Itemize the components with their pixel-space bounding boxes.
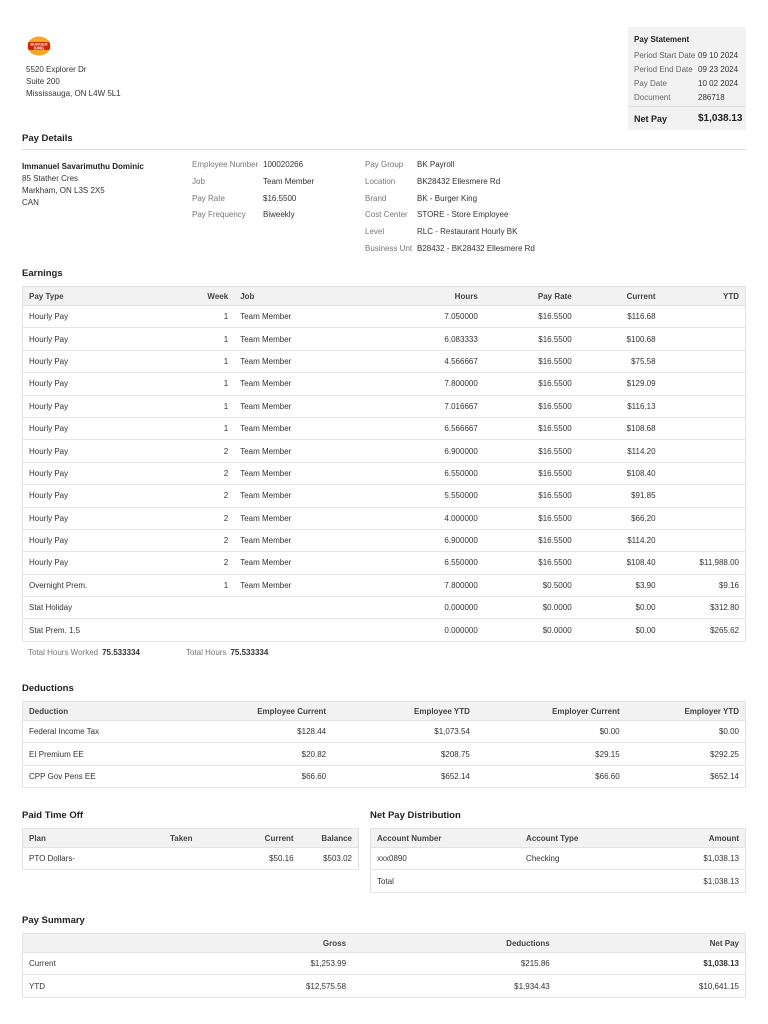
divider [628,106,746,107]
table-row [23,975,746,997]
table-cell: $129.09 [578,373,662,395]
table-cell: 6.550000 [394,462,484,484]
table-cell: $16.5500 [484,350,578,372]
column-header: Deductions [352,934,556,953]
document-value: 286718 [698,93,725,102]
table-row [23,395,746,417]
column-header: YTD [662,287,746,306]
table-cell: $91.85 [578,485,662,507]
table-cell: $0.00 [578,597,662,619]
table-cell: 1 [172,373,234,395]
table-cell: Hourly Pay [23,328,173,350]
table-cell [234,597,394,619]
pay-group-label: Pay Group [365,160,404,169]
net-pay-distribution-body [371,848,746,893]
table-row [23,328,746,350]
table-cell: $16.5500 [484,328,578,350]
table-cell: $66.60 [476,765,626,787]
table-cell: $114.20 [578,529,662,551]
column-header: Current [578,287,662,306]
pay-summary-heading: Pay Summary [22,915,85,926]
table-cell: $652.14 [626,765,746,787]
table-cell: 7.016667 [394,395,484,417]
table-row [23,440,746,462]
table-cell [662,395,746,417]
table-cell: 1 [172,395,234,417]
column-header: Hours [394,287,484,306]
column-header: Current [224,829,300,848]
table-cell: Team Member [234,552,394,574]
table-cell: 6.566667 [394,417,484,439]
table-cell: 5.550000 [394,485,484,507]
table-cell: 1 [172,574,234,596]
table-row [23,848,359,870]
period-end-value: 09 23 2024 [698,65,739,74]
table-cell: 1 [172,328,234,350]
column-header: Balance [300,829,359,848]
table-cell: Hourly Pay [23,529,173,551]
table-row [23,953,746,975]
table-cell: $11,988.00 [662,552,746,574]
table-cell [662,306,746,328]
table-cell: $50.16 [224,848,300,870]
table-row [23,306,746,328]
table-cell [662,485,746,507]
table-cell: $16.5500 [484,462,578,484]
period-start-value: 09 10 2024 [698,51,739,60]
table-cell: $208.75 [332,743,476,765]
table-cell: 2 [172,552,234,574]
column-header [23,934,173,953]
table-cell: $1,038.13 [556,953,746,975]
pay-statement-box [628,27,746,130]
pay-rate-label: Pay Rate [192,193,225,203]
table-cell: $503.02 [300,848,359,870]
total-hours-value: 75.533334 [230,648,269,657]
earnings-table [22,286,746,642]
table-cell: Checking [520,848,640,870]
column-header: Week [172,287,234,306]
table-cell: Total [371,870,521,892]
table-cell [662,417,746,439]
table-cell: 1 [172,417,234,439]
table-cell [662,328,746,350]
table-cell: $29.15 [476,743,626,765]
pto-body [23,848,359,870]
table-row [23,743,746,765]
table-row [23,721,746,743]
table-cell [164,848,224,870]
table-cell: Hourly Pay [23,395,173,417]
table-cell: $0.0000 [484,597,578,619]
table-cell: $108.40 [578,462,662,484]
employee-info [22,161,144,209]
column-header: Account Number [371,829,521,848]
table-cell: $116.13 [578,395,662,417]
company-address-line: 5520 Explorer Dr [26,65,87,74]
pay-details-values-1 [263,157,314,224]
table-cell: Team Member [234,328,394,350]
cost-center-label: Cost Center [365,210,408,220]
deductions-table [22,701,746,788]
table-cell: $66.20 [578,507,662,529]
column-header: Pay Rate [484,287,578,306]
table-cell: $16.5500 [484,417,578,439]
table-cell: $265.62 [662,619,746,641]
table-cell: $16.5500 [484,529,578,551]
table-cell: 2 [172,440,234,462]
pay-rate-value: $16.5500 [263,193,297,203]
pto-heading: Paid Time Off [22,810,84,821]
location-value: BK28432 Ellesmere Rd [417,176,501,186]
table-cell: Stat Holiday [23,597,173,619]
total-hours-label: Total Hours [186,648,227,657]
business-unit-label: Business Unt [365,243,413,253]
table-cell [234,619,394,641]
net-pay-value: $1,038.13 [698,113,743,124]
table-cell: Team Member [234,574,394,596]
table-cell: 2 [172,462,234,484]
company-address-line: Suite 200 [26,77,60,86]
pay-date-value: 10 02 2024 [698,79,739,88]
table-cell: 0.000000 [394,597,484,619]
table-cell [662,373,746,395]
table-cell: $0.5000 [484,574,578,596]
net-pay-label: Net Pay [634,114,668,124]
pay-details-values-2 [417,157,535,258]
table-cell [662,529,746,551]
table-cell: 7.050000 [394,306,484,328]
table-cell: Hourly Pay [23,552,173,574]
company-address [26,64,121,100]
table-cell: Team Member [234,417,394,439]
table-row [23,373,746,395]
table-cell: $16.5500 [484,552,578,574]
table-row [23,552,746,574]
pay-details-heading: Pay Details [22,133,73,144]
employee-number-label: Employee Number [192,160,259,169]
table-cell: Hourly Pay [23,485,173,507]
table-cell: $108.68 [578,417,662,439]
table-cell: $128.44 [172,721,332,743]
total-hours-worked-label: Total Hours Worked [28,648,99,657]
table-cell: Overnight Prem. [23,574,173,596]
table-cell: 1 [172,350,234,372]
employee-name: Immanuel Savarimuthu Dominic [22,162,144,171]
table-cell: $10,641.15 [556,975,746,997]
table-cell: $3.90 [578,574,662,596]
employee-number-value: 100020266 [263,160,304,169]
table-cell: Team Member [234,395,394,417]
table-cell: $16.5500 [484,485,578,507]
table-row [23,462,746,484]
table-cell: $652.14 [332,765,476,787]
column-header: Gross [172,934,352,953]
table-cell: $16.5500 [484,440,578,462]
table-cell: 6.083333 [394,328,484,350]
period-end-label: Period End Date [634,65,693,74]
table-cell: 4.566667 [394,350,484,372]
table-cell: Hourly Pay [23,440,173,462]
location-label: Location [365,176,396,186]
pay-group-value: BK Payroll [417,160,455,169]
table-cell [520,870,640,892]
table-row [23,485,746,507]
table-cell: $9.16 [662,574,746,596]
table-cell: Federal Income Tax [23,721,173,743]
job-value: Team Member [263,176,315,186]
pay-details-labels-2 [365,157,412,258]
brand-value: BK - Burger King [417,193,478,203]
table-cell: $66.60 [172,765,332,787]
table-cell: 6.550000 [394,552,484,574]
table-cell: Current [23,953,173,975]
table-cell: $0.00 [476,721,626,743]
table-cell: Stat Prem. 1.5 [23,619,173,641]
table-row [23,765,746,787]
table-cell: Team Member [234,507,394,529]
table-cell: 2 [172,485,234,507]
table-cell: 0.000000 [394,619,484,641]
table-row [23,619,746,641]
level-value: RLC - Restaurant Hourly BK [417,227,518,237]
pay-frequency-value: Biweekly [263,210,295,220]
table-cell: YTD [23,975,173,997]
document-label: Document [634,93,671,102]
table-cell: Hourly Pay [23,417,173,439]
table-cell: $116.68 [578,306,662,328]
earnings-totals [28,648,269,657]
column-header: Net Pay [556,934,746,953]
earnings-heading: Earnings [22,268,63,279]
table-cell: 7.800000 [394,574,484,596]
brand-label: Brand [365,193,387,203]
table-cell: $75.58 [578,350,662,372]
pay-summary-body [23,953,746,998]
pay-frequency-label: Pay Frequency [192,210,246,220]
column-header: Employee Current [172,702,332,721]
table-cell: 6.900000 [394,440,484,462]
table-row [23,507,746,529]
table-cell: $20.82 [172,743,332,765]
column-header: Employer YTD [626,702,746,721]
net-pay-distribution-header-row [371,829,746,848]
burger-king-logo [27,36,51,56]
total-hours-worked-value: 75.533334 [102,648,140,657]
earnings-body [23,306,746,642]
table-cell: Team Member [234,373,394,395]
table-row [23,529,746,551]
divider [22,149,746,150]
table-cell: $1,038.13 [640,848,746,870]
pay-summary-header-row [23,934,746,953]
pay-statement-title: Pay Statement [634,35,690,44]
table-cell: Hourly Pay [23,462,173,484]
business-unit-value: B28432 - BK28432 Ellesmere Rd [417,243,535,253]
table-cell: $16.5500 [484,395,578,417]
table-cell: $1,073.54 [332,721,476,743]
net-pay-distribution-table [370,828,746,893]
table-cell: $16.5500 [484,373,578,395]
column-header: Plan [23,829,164,848]
table-cell: $1,253.99 [172,953,352,975]
table-row [371,848,746,870]
table-cell [662,440,746,462]
table-cell: $0.00 [578,619,662,641]
column-header: Employee YTD [332,702,476,721]
deductions-body [23,721,746,788]
deductions-header-row [23,702,746,721]
pay-summary-table [22,933,746,998]
table-cell: $0.0000 [484,619,578,641]
table-cell: $0.00 [626,721,746,743]
table-cell: 1 [172,306,234,328]
table-row [23,350,746,372]
pto-header-row [23,829,359,848]
column-header: Employer Current [476,702,626,721]
table-cell: CPP Gov Pens EE [23,765,173,787]
table-cell: Hourly Pay [23,373,173,395]
employee-address-line: 85 Stather Cres [22,174,79,183]
table-row [23,597,746,619]
earnings-header-row [23,287,746,306]
table-cell: EI Premium EE [23,743,173,765]
table-cell: $100.68 [578,328,662,350]
company-address-line: Mississauga, ON L4W 5L1 [26,89,121,98]
table-cell: 2 [172,507,234,529]
column-header: Amount [640,829,746,848]
column-header: Job [234,287,394,306]
table-cell: Hourly Pay [23,507,173,529]
job-label: Job [192,176,205,186]
pto-table [22,828,359,870]
net-pay-distribution-heading: Net Pay Distribution [370,810,461,821]
svg-text:KING: KING [33,45,45,51]
table-cell: PTO Dollars- [23,848,164,870]
table-cell: $114.20 [578,440,662,462]
table-row [23,574,746,596]
table-cell: Hourly Pay [23,306,173,328]
column-header: Taken [164,829,224,848]
table-cell: Team Member [234,529,394,551]
table-cell: $215.86 [352,953,556,975]
column-header: Account Type [520,829,640,848]
table-cell: Team Member [234,440,394,462]
table-cell: $16.5500 [484,306,578,328]
table-row [23,417,746,439]
table-cell: 6.900000 [394,529,484,551]
table-cell: $312.80 [662,597,746,619]
table-cell [662,507,746,529]
table-cell [172,597,234,619]
deductions-heading: Deductions [22,683,74,694]
cost-center-value: STORE - Store Employee [417,210,509,220]
table-cell: xxx0890 [371,848,521,870]
table-cell: $16.5500 [484,507,578,529]
pay-date-label: Pay Date [634,79,667,88]
table-cell [662,462,746,484]
table-cell: Hourly Pay [23,350,173,372]
table-cell: Team Member [234,462,394,484]
table-cell: $12,575.58 [172,975,352,997]
level-label: Level [365,227,385,237]
table-cell [172,619,234,641]
table-cell: $1,934.43 [352,975,556,997]
table-cell: $108.40 [578,552,662,574]
table-cell: $292.25 [626,743,746,765]
employee-address-line: CAN [22,198,39,207]
table-cell: 4.000000 [394,507,484,529]
table-cell [662,350,746,372]
column-header: Pay Type [23,287,173,306]
period-start-label: Period Start Date [634,51,696,60]
employee-address-line: Markham, ON L3S 2X5 [22,186,105,195]
table-cell: 2 [172,529,234,551]
table-cell: 7.800000 [394,373,484,395]
table-cell: Team Member [234,350,394,372]
table-cell: Team Member [234,306,394,328]
table-row [371,870,746,892]
pay-details-labels-1 [192,157,258,224]
table-cell: Team Member [234,485,394,507]
svg-text:BURGER: BURGER [30,41,48,47]
table-cell: $1,038.13 [640,870,746,892]
column-header: Deduction [23,702,173,721]
